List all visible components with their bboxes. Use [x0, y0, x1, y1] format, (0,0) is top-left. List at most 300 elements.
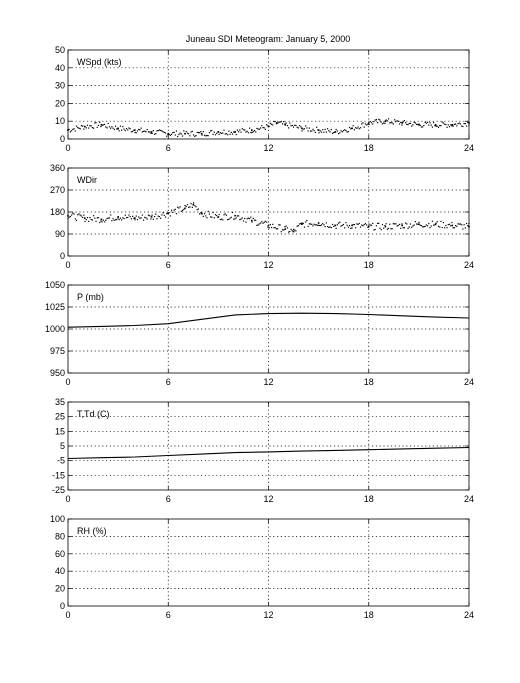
x-tick-label: 6: [165, 610, 171, 620]
data-point: [110, 214, 111, 215]
data-point: [403, 227, 404, 228]
data-point: [323, 224, 324, 225]
data-point: [381, 122, 382, 123]
y-tick-label: 5: [59, 441, 65, 451]
data-point: [87, 125, 88, 126]
data-point: [338, 223, 339, 224]
y-tick-label: 180: [49, 207, 65, 217]
data-point: [298, 225, 299, 226]
data-point: [167, 133, 169, 135]
data-point: [453, 227, 454, 228]
y-tick-label: 0: [59, 134, 65, 144]
data-point: [72, 213, 73, 214]
data-point: [223, 214, 224, 215]
data-point: [394, 223, 395, 224]
data-point: [162, 131, 163, 132]
data-point: [306, 220, 307, 221]
data-point: [423, 226, 424, 227]
data-point: [286, 122, 287, 123]
data-point: [442, 227, 443, 228]
x-tick-label: 18: [363, 260, 374, 270]
data-point: [102, 221, 103, 222]
data-point: [404, 227, 405, 228]
data-point: [266, 222, 267, 223]
data-point: [99, 222, 100, 223]
data-point: [465, 123, 466, 124]
data-point: [175, 134, 176, 135]
data-point: [75, 130, 76, 131]
data-point: [139, 129, 140, 130]
data-point: [426, 123, 427, 124]
data-point: [149, 131, 150, 132]
data-point: [289, 122, 290, 123]
panel-label: RH (%): [77, 526, 107, 536]
data-point: [398, 121, 399, 122]
data-point: [258, 224, 259, 225]
data-point: [134, 129, 136, 131]
data-point: [448, 224, 449, 225]
data-point: [134, 132, 135, 133]
data-point: [325, 226, 326, 227]
data-point: [177, 207, 178, 208]
data-point: [128, 127, 129, 128]
data-point: [329, 226, 330, 227]
data-point: [114, 220, 115, 221]
data-point: [233, 218, 234, 219]
data-point: [465, 227, 466, 228]
data-point: [272, 224, 273, 225]
data-point: [392, 228, 393, 229]
data-point: [315, 132, 316, 133]
data-point: [446, 227, 447, 228]
data-point: [322, 129, 323, 130]
data-point: [198, 132, 199, 133]
data-point: [375, 229, 376, 230]
y-tick-label: 30: [54, 80, 65, 91]
data-point: [76, 126, 77, 127]
data-point: [136, 132, 137, 133]
data-point: [249, 128, 250, 129]
data-point: [266, 124, 267, 125]
data-point: [234, 131, 236, 133]
data-point: [390, 228, 391, 229]
data-point: [92, 127, 93, 128]
data-point: [91, 219, 92, 220]
data-point: [301, 130, 302, 131]
data-point: [251, 221, 252, 222]
data-point: [310, 131, 311, 132]
data-point: [243, 220, 244, 221]
plot-frame: [68, 402, 469, 490]
data-point: [195, 206, 196, 207]
y-tick-label: 0: [59, 601, 65, 611]
data-point: [265, 129, 266, 130]
data-point: [443, 122, 444, 123]
data-point: [143, 131, 144, 132]
data-point: [245, 221, 246, 222]
data-point: [275, 227, 276, 228]
data-point: [422, 126, 423, 127]
data-point: [137, 219, 138, 220]
data-point: [433, 122, 434, 123]
data-point: [93, 128, 94, 129]
data-point: [422, 226, 423, 227]
data-point: [81, 215, 82, 216]
data-point: [295, 125, 296, 126]
data-point: [72, 129, 73, 130]
data-point: [416, 124, 417, 125]
data-point: [116, 128, 117, 129]
data-point: [260, 222, 261, 223]
data-point: [142, 131, 143, 132]
data-point: [227, 134, 228, 135]
data-point: [265, 221, 266, 222]
data-point: [181, 133, 182, 134]
data-point: [459, 224, 460, 225]
data-point: [176, 213, 177, 214]
data-point: [176, 130, 177, 131]
data-point: [251, 129, 253, 131]
data-point: [321, 132, 322, 133]
data-point: [95, 221, 96, 222]
data-point: [431, 225, 432, 226]
data-point: [161, 214, 162, 215]
data-point: [425, 122, 426, 123]
data-point: [199, 132, 200, 133]
data-point: [233, 131, 234, 132]
data-point: [368, 124, 369, 125]
data-point: [462, 126, 463, 127]
data-point: [456, 125, 457, 126]
data-point: [383, 228, 384, 229]
data-point: [326, 131, 327, 132]
data-point: [108, 218, 109, 219]
data-point: [201, 133, 203, 135]
data-point: [400, 122, 401, 123]
data-point: [322, 223, 323, 224]
data-point: [405, 222, 406, 223]
panel-3: [45, 280, 474, 387]
x-tick-label: 0: [65, 377, 71, 387]
data-point: [427, 122, 428, 123]
data-point: [244, 129, 245, 130]
data-point: [398, 225, 399, 226]
y-tick-label: 360: [49, 163, 65, 173]
data-point: [390, 122, 391, 123]
data-point: [453, 126, 454, 127]
data-point: [175, 209, 176, 210]
data-point: [150, 218, 151, 219]
data-point: [409, 226, 410, 227]
data-point: [254, 130, 255, 131]
data-point: [82, 125, 83, 126]
y-tick-label: 25: [54, 411, 65, 422]
data-point: [208, 135, 209, 136]
data-point: [187, 133, 188, 134]
data-point: [287, 125, 288, 126]
data-point: [115, 126, 116, 127]
data-point: [210, 216, 211, 217]
data-point: [106, 218, 107, 219]
data-point: [184, 133, 186, 135]
data-point: [226, 133, 227, 134]
data-point: [100, 126, 101, 127]
data-point: [259, 223, 260, 224]
data-point: [94, 218, 95, 219]
data-point: [439, 226, 440, 227]
data-point: [395, 223, 396, 224]
data-point: [78, 128, 79, 129]
data-point: [270, 224, 271, 225]
data-point: [345, 222, 346, 223]
data-point: [309, 223, 310, 224]
data-point: [438, 226, 439, 227]
data-point: [314, 224, 315, 225]
data-point: [444, 124, 445, 125]
data-point: [210, 130, 211, 131]
data-point: [130, 216, 131, 217]
data-point: [73, 128, 74, 129]
data-point: [437, 221, 438, 222]
data-point: [406, 124, 407, 125]
data-point: [115, 219, 116, 220]
data-point: [166, 213, 167, 214]
data-point: [200, 131, 201, 132]
data-point: [342, 225, 343, 226]
data-point: [189, 135, 190, 136]
data-point: [442, 121, 443, 122]
data-point: [211, 217, 212, 218]
data-point: [117, 216, 119, 218]
data-point: [89, 217, 90, 218]
x-tick-label: 0: [65, 260, 71, 270]
data-point: [165, 132, 166, 133]
data-point: [193, 202, 194, 203]
x-tick-label: 0: [65, 494, 71, 504]
data-point: [75, 218, 76, 219]
data-point: [428, 223, 429, 224]
data-point: [455, 225, 456, 226]
data-point: [130, 128, 131, 129]
data-point: [101, 124, 103, 126]
data-point: [317, 225, 318, 226]
data-point: [238, 215, 239, 216]
data-point: [329, 131, 330, 132]
data-point: [218, 131, 220, 133]
data-point: [316, 224, 317, 225]
data-point: [208, 211, 209, 212]
data-point: [460, 123, 461, 124]
data-point: [164, 215, 165, 216]
data-point: [97, 217, 98, 218]
data-point: [194, 136, 195, 137]
data-point: [180, 133, 181, 134]
data-point: [128, 214, 129, 215]
data-point: [335, 225, 337, 227]
data-point: [299, 125, 300, 126]
data-point: [320, 130, 321, 131]
data-point: [344, 129, 345, 130]
data-point: [372, 123, 373, 124]
data-point: [361, 123, 362, 124]
data-point: [418, 222, 419, 223]
data-point: [451, 222, 452, 223]
data-point: [387, 120, 388, 121]
y-tick-label: 40: [54, 62, 65, 73]
data-point: [232, 134, 233, 135]
data-point: [225, 133, 226, 134]
data-point: [97, 127, 98, 128]
data-point: [159, 129, 160, 130]
y-tick-label: 40: [54, 566, 65, 577]
data-point: [212, 212, 213, 213]
data-point: [401, 223, 402, 224]
data-point: [144, 131, 145, 132]
data-point: [189, 206, 190, 207]
panel-4: [52, 397, 474, 504]
data-point: [182, 210, 183, 211]
data-point: [293, 229, 294, 230]
data-point: [373, 121, 374, 122]
data-point: [278, 224, 279, 225]
data-point: [372, 223, 373, 224]
panel-label: WDir: [77, 175, 97, 185]
data-point: [262, 127, 263, 128]
data-point: [286, 225, 287, 226]
data-point: [310, 223, 311, 224]
data-point: [361, 224, 362, 225]
data-point: [205, 135, 206, 136]
data-point: [353, 125, 354, 126]
data-point: [354, 129, 355, 130]
data-point: [186, 206, 187, 207]
data-point: [348, 227, 349, 228]
data-point: [347, 225, 348, 226]
data-point: [261, 221, 262, 222]
data-point: [151, 131, 153, 133]
data-point: [371, 225, 372, 226]
data-point: [131, 131, 132, 132]
data-point: [294, 125, 295, 126]
data-point: [279, 121, 280, 122]
data-point: [435, 223, 437, 225]
data-point: [337, 130, 338, 131]
data-point: [355, 127, 356, 128]
data-point: [407, 124, 408, 125]
data-point: [297, 226, 298, 227]
data-point: [187, 204, 188, 205]
y-tick-label: -25: [51, 485, 65, 495]
y-tick-label: 60: [54, 548, 65, 559]
data-point: [284, 226, 285, 227]
data-point: [401, 122, 403, 124]
data-point: [204, 135, 205, 136]
data-point: [247, 218, 248, 219]
data-point: [335, 131, 337, 133]
data-point: [254, 220, 255, 221]
data-point: [318, 132, 319, 133]
data-point: [80, 214, 81, 215]
data-point: [191, 131, 192, 132]
data-point: [212, 134, 213, 135]
data-point: [119, 219, 120, 220]
data-point: [156, 218, 157, 219]
data-point: [357, 126, 358, 127]
data-point: [318, 225, 319, 226]
x-tick-label: 12: [263, 377, 274, 387]
data-point: [226, 215, 227, 216]
data-point: [418, 223, 420, 225]
data-point: [153, 219, 154, 220]
data-point: [195, 135, 196, 136]
data-point: [466, 125, 467, 126]
data-point: [99, 122, 100, 123]
data-point: [304, 227, 305, 228]
data-point: [112, 218, 113, 219]
data-point: [122, 217, 123, 218]
data-point: [356, 223, 357, 224]
data-point: [455, 123, 456, 124]
data-point: [182, 135, 183, 136]
data-point: [328, 227, 329, 228]
data-point: [71, 214, 72, 215]
data-point: [284, 228, 286, 230]
data-point: [340, 130, 341, 131]
data-point: [83, 215, 84, 216]
data-point: [401, 225, 403, 227]
data-point: [209, 132, 210, 133]
data-point: [338, 133, 339, 134]
data-point: [88, 127, 89, 128]
data-point: [192, 131, 193, 132]
data-point: [298, 127, 299, 128]
data-point: [111, 220, 112, 221]
data-point: [123, 218, 124, 219]
data-point: [264, 127, 265, 128]
data-point: [459, 123, 460, 124]
data-point: [180, 206, 181, 207]
data-point: [462, 228, 463, 229]
data-point: [87, 217, 88, 218]
data-point: [109, 217, 110, 218]
data-point: [80, 128, 81, 129]
x-tick-label: 12: [263, 260, 274, 270]
data-point: [305, 221, 306, 222]
data-point: [77, 127, 78, 128]
data-point: [425, 226, 426, 227]
data-point: [387, 229, 388, 230]
data-point: [95, 122, 96, 123]
data-point: [301, 223, 303, 225]
data-point: [318, 129, 320, 131]
data-point: [331, 227, 332, 228]
data-point: [294, 230, 295, 231]
data-point: [295, 230, 296, 231]
data-point: [117, 128, 119, 130]
data-point: [209, 213, 210, 214]
data-point: [466, 223, 467, 224]
data-point: [250, 217, 251, 218]
data-point: [432, 127, 433, 128]
x-tick-label: 18: [363, 143, 374, 153]
data-point: [327, 226, 328, 227]
data-point: [348, 131, 349, 132]
data-point: [120, 126, 121, 127]
data-point: [431, 124, 432, 125]
x-tick-label: 6: [165, 377, 171, 387]
data-point: [410, 123, 411, 124]
data-point: [293, 127, 294, 128]
